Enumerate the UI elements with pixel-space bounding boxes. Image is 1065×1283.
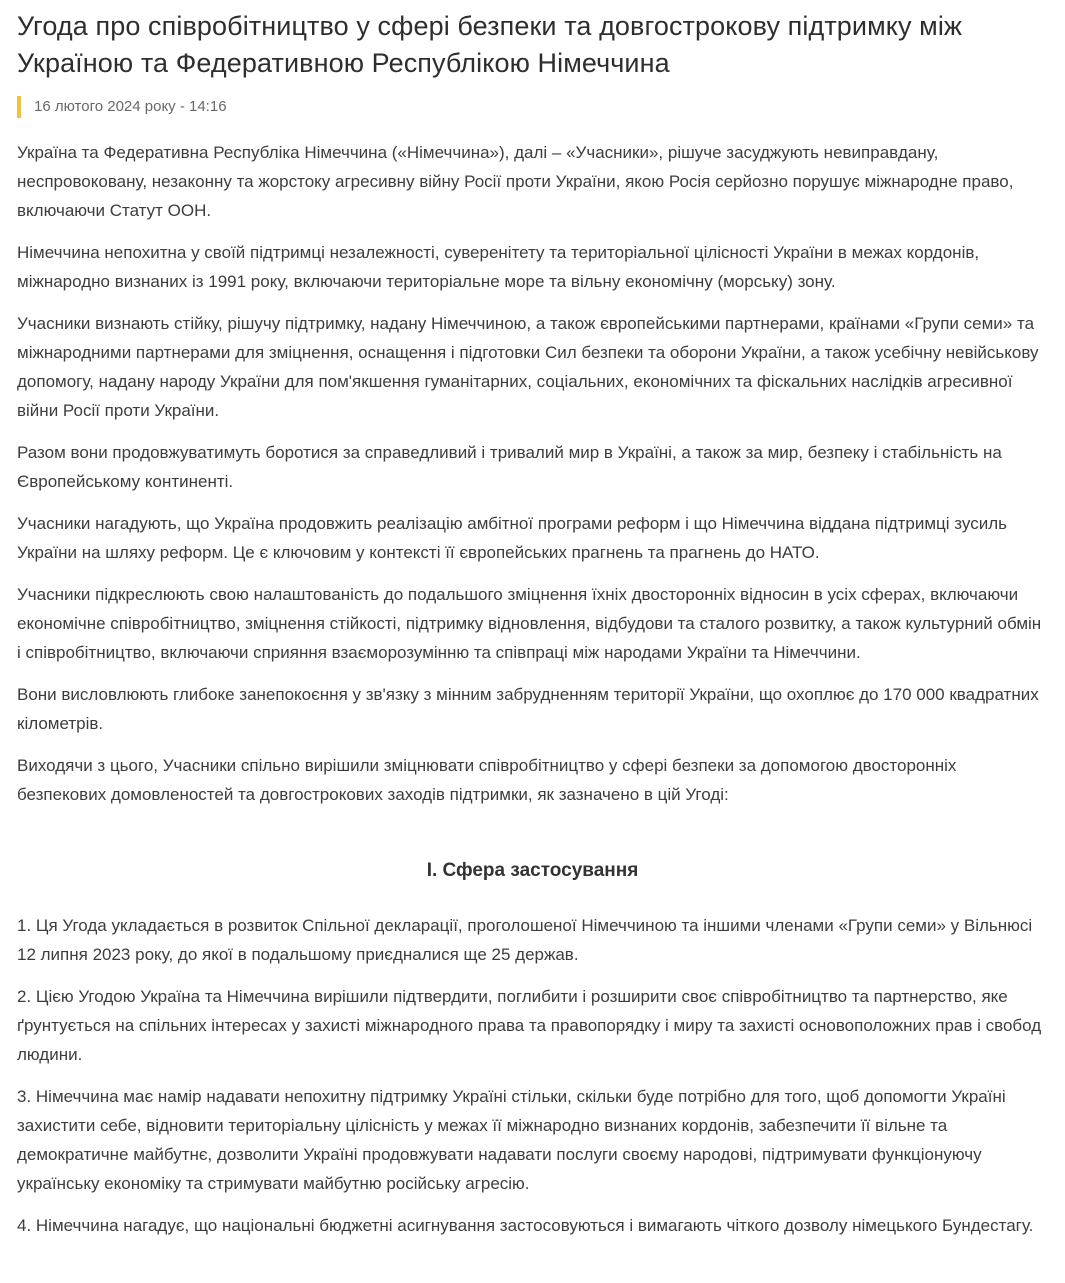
article-title: Угода про співробітництво у сфері безпеки та довгострокову підтримку між Україною та Федеративною Республікою Німеччина xyxy=(17,11,963,78)
intro-paragraph: Україна та Федеративна Республіка Німеччина («Німеччина»), далі – «Учасники», рішуче засуджують невиправдану, неспровоковану, незаконну та жорстоку агресивну війну Росії проти України, якою Росія серйозно порушує міжнародне право, включаючи Статут ООН. xyxy=(17,143,1014,220)
intro-paragraph: Виходячи з цього, Учасники спільно вирішили зміцнювати співробітництво у сфері безпеки за допомогою двосторонніх безпекових домовленостей та довгострокових заходів підтримки, як зазначено в цій Угоді: xyxy=(17,756,957,804)
intro-paragraph: Учасники нагадують, що Україна продовжить реалізацію амбітної програми реформ і що Німеччина віддана підтримці зусиль України на шляху реформ. Це є ключовим у контексті її європейських прагнень та прагнень до НАТО. xyxy=(17,514,1007,562)
section-heading: І. Сфера застосування xyxy=(426,860,639,881)
intro-paragraph: Учасники підкреслюють свою налаштованість до подальшого зміцнення їхніх двосторонніх відносин в усіх сферах, включаючи економічне співробітництво, зміцнення стійкості, підтримку відновлення, відбудови та сталого розвитку, а також культурний обмін і співробітництво, включаючи сприяння взаєморозумінню та співпраці між народами України та Німеччини. xyxy=(17,585,1042,662)
article-date: 16 лютого 2024 року - 14:16 xyxy=(34,98,227,115)
intro-paragraph: Вони висловлюють глибоке занепокоєння у зв'язку з мінним забрудненням території України, що охоплює до 170 000 квадратних кілометрів. xyxy=(17,685,1039,733)
article-body xyxy=(17,138,1048,1240)
section-paragraph: 2. Цією Угодою Україна та Німеччина вирішили підтвердити, поглибити і розширити своє співробітництво та партнерство, яке ґрунтується на спільних інтересах у захисті міжнародного права та правопорядку і миру та захисті основоположних прав і свобод людини. xyxy=(17,987,1042,1064)
date-row xyxy=(17,95,1048,119)
section-paragraph: 1. Ця Угода укладається в розвиток Спільної декларації, проголошеної Німеччиною та іншими членами «Групи семи» у Вільнюсі 12 липня 2023 року, до якої в подальшому приєдналися ще 25 держав. xyxy=(17,916,1033,964)
intro-paragraph: Учасники визнають стійку, рішучу підтримку, надану Німеччиною, а також європейськими партнерами, країнами «Групи семи» та міжнародними партнерами для зміцнення, оснащення і підготовки Сил безпеки та оборони України, а також усебічну невійськову допомогу, надану народу України для пом'якшення гуманітарних, соціальних, економічних та фіскальних наслідків агресивної війни Росії проти України. xyxy=(17,314,1039,420)
section-paragraph: 3. Німеччина має намір надавати непохитну підтримку Україні стільки, скільки буде потрібно для того, щоб допомогти Україні захистити себе, відновити територіальну цілісність у межах її міжнародно визнаних кордонів, забезпечити її вільне та демократичне майбутнє, дозволити Україні продовжувати надавати послуги своєму народові, підтримувати функціонуючу українську економіку та стримувати майбутню російську агресію. xyxy=(17,1087,1006,1193)
date-accent-bar xyxy=(17,96,21,118)
intro-paragraph: Разом вони продовжуватимуть боротися за справедливий і тривалий мир в Україні, а також за мир, безпеку і стабільність на Європейському континенті. xyxy=(17,443,1002,491)
section-paragraph: 4. Німеччина нагадує, що національні бюджетні асигнування застосовуються і вимагають чіткого дозволу німецького Бундестагу. xyxy=(17,1216,1034,1235)
intro-paragraph: Німеччина непохитна у своїй підтримці незалежності, суверенітету та територіальної цілісності України в межах кордонів, міжнародно визнаних із 1991 року, включаючи територіальне море та вільну економічну (морську) зону. xyxy=(17,243,980,291)
